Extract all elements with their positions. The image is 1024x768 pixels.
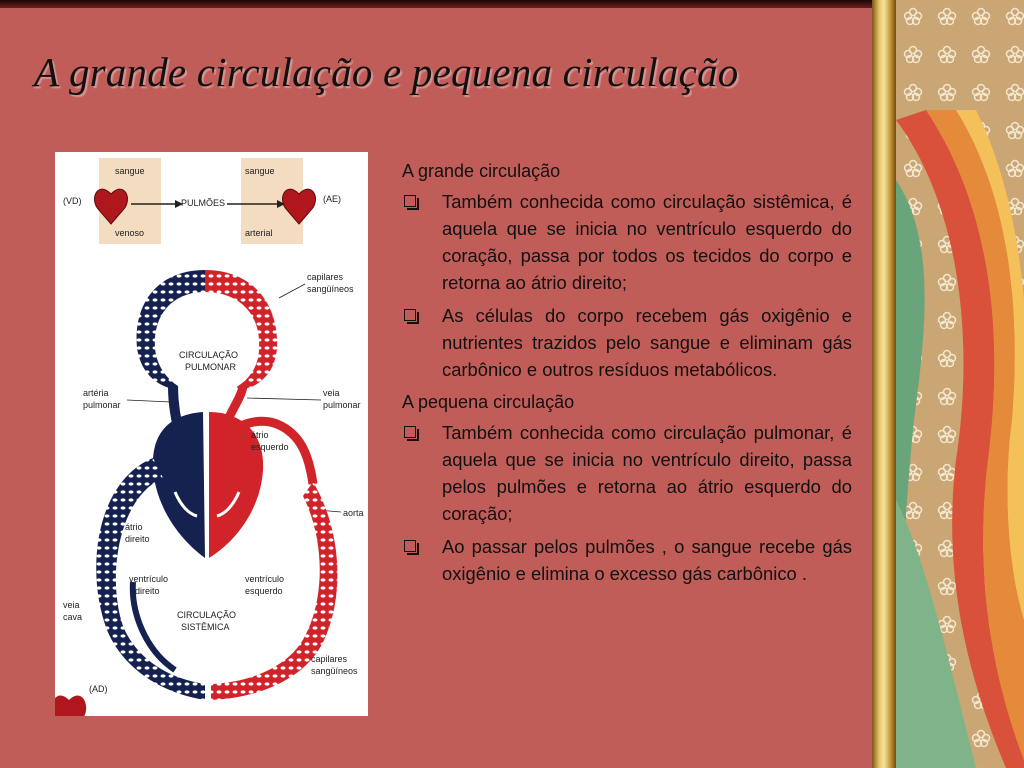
atrio-esquerdo-line1: átrio: [251, 430, 269, 440]
section-heading-grande: A grande circulação: [402, 161, 561, 181]
capilares-bottom-line1: capilares: [311, 654, 348, 664]
bullet-item: [402, 302, 852, 383]
leader-line: [247, 398, 321, 400]
checkbox-bullet-icon: [404, 195, 416, 207]
decorative-side-panel: [896, 0, 1024, 768]
ventriculo-direito-line2: direito: [135, 586, 160, 596]
content-area: [402, 158, 852, 593]
bullet-text: As células do corpo recebem gás oxigênio e nutrientes trazidos pelo sangue e eliminam gás carbônico e outros resíduos metabólicos.: [442, 305, 852, 380]
veia-cava-line1: veia: [63, 600, 80, 610]
pulmoes-label: PULMÕES: [181, 198, 226, 208]
bullet-text: Também conhecida como circulação pulmonar, é aquela que se inicia no ventrículo direito, passa pelos pulmões e retorna ao átrio esquerdo do coração;: [442, 422, 852, 524]
venous-box-label-bottom: venoso: [115, 228, 145, 238]
venous-box-label-top: sangue: [115, 166, 145, 176]
circulation-diagram-svg: [55, 152, 368, 716]
bullet-text: Também conhecida como circulação sistêmica, é aquela que se inicia no ventrículo esquerdo do coração, passa por todos os tecidos do corpo e retorna ao átrio direito;: [442, 191, 852, 293]
heart-icon-bottom: [55, 695, 86, 716]
section-heading-pequena: A pequena circulação: [402, 392, 575, 412]
circulation-diagram: [55, 152, 368, 716]
arterial-box-label-top: sangue: [245, 166, 275, 176]
bullet-item: [402, 188, 852, 296]
ventriculo-direito-line1: ventrículo: [129, 574, 169, 584]
ventriculo-esquerdo-line2: esquerdo: [245, 586, 283, 596]
checkbox-bullet-icon: [404, 540, 416, 552]
heart-right-side: [153, 412, 205, 558]
bullet-text: Ao passar pelos pulmões , o sangue recebe gás oxigênio e elimina o excesso gás carbônico .: [442, 536, 852, 584]
leader-line: [279, 284, 305, 298]
arteria-pulmonar-line2: pulmonar: [83, 400, 121, 410]
capilares-bottom-line2: sangüíneos: [311, 666, 358, 676]
ae-label: (AE): [323, 194, 341, 204]
vd-label: (VD): [63, 196, 82, 206]
ad-label: (AD): [89, 684, 108, 694]
veia-cava-line2: cava: [63, 612, 83, 622]
arterial-box-label-bottom: arterial: [245, 228, 273, 238]
circulacao-sistemica-line2: SISTÊMICA: [181, 622, 230, 632]
decorative-pattern: [896, 0, 1024, 768]
atrio-esquerdo-line2: esquerdo: [251, 442, 289, 452]
aorta-label: aorta: [343, 508, 364, 518]
leader-line: [127, 400, 171, 402]
atrio-direito-line1: átrio: [125, 522, 143, 532]
ventriculo-esquerdo-line1: ventrículo: [245, 574, 285, 584]
gold-frame-border: [872, 0, 896, 768]
capilares-top-line2: sangüíneos: [307, 284, 354, 294]
capilares-top-line1: capilares: [307, 272, 344, 282]
top-shadow: [0, 0, 872, 8]
slide-title: A grande circulação e pequena circulação: [34, 49, 739, 95]
atrio-direito-line2: direito: [125, 534, 150, 544]
checkbox-bullet-icon: [404, 426, 416, 438]
arteria-pulmonar-line1: artéria: [83, 388, 109, 398]
veia-pulmonar-line1: veia: [323, 388, 340, 398]
bullet-item: [402, 419, 852, 527]
checkbox-bullet-icon: [404, 309, 416, 321]
circulacao-pulmonar-line1: CIRCULAÇÃO: [179, 350, 239, 360]
circulacao-pulmonar-line2: PULMONAR: [185, 362, 237, 372]
circulacao-sistemica-line1: CIRCULAÇÃO: [177, 610, 237, 620]
veia-pulmonar-line2: pulmonar: [323, 400, 361, 410]
bullet-item: [402, 533, 852, 587]
